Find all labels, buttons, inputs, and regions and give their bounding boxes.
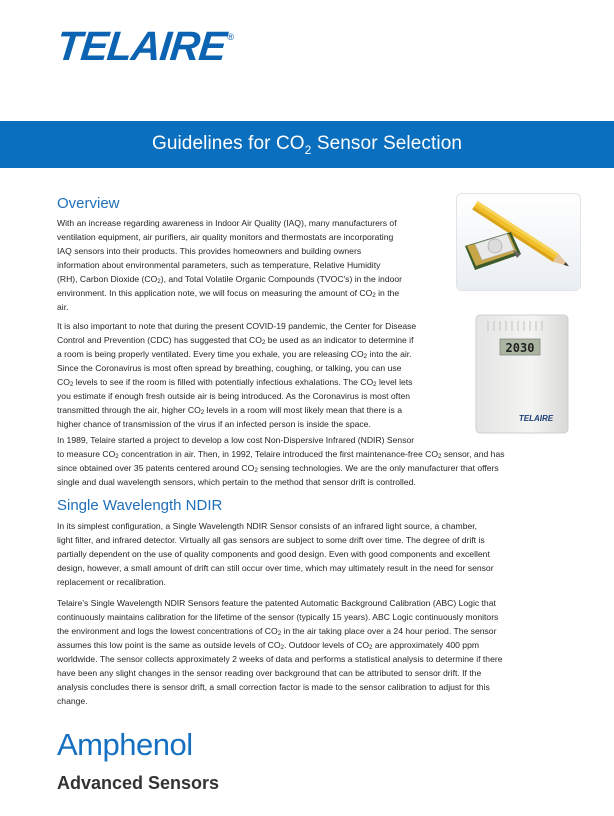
co2-monitor-photo (466, 311, 575, 437)
monitor-display-value: 2030 (505, 341, 535, 355)
text-line: In 1989, Telaire started a project to develop a low cost Non-Dispersive Infrared (NDIR) Sensor (57, 435, 415, 445)
text-line: since obtained over 35 patents centered around $CO_2$ sensing technologies. We are the only manufacturer that offers (57, 463, 499, 474)
text-line: assumes this low point is the same as outside levels of $CO_2$. Outdoor levels of $CO_2$ are approximately 400 ppm (57, 640, 480, 651)
sensor-module-photo (456, 193, 581, 291)
ndir-heading: Single Wavelength NDIR (57, 497, 223, 514)
text-line: to measure $CO_2$ concentration in air. Then, in 1992, Telaire introduced the first maintenance-free $CO_2$ sensor, and has (57, 449, 505, 460)
logo-wordmark: TELAIRE (54, 23, 228, 69)
text-line: information about environmental parameters, such as temperature, Relative Humidity (57, 260, 381, 270)
text-line: analysis concludes there is sensor drift, a small correction factor is made to the sensor calibration to adjust for this (57, 682, 490, 692)
text-line: replacement or recalibration. (57, 577, 166, 587)
text-line: $CO_2$ levels to see if the room is filled with potentially infectious exhalations. The $CO_2$ level lets (57, 377, 413, 388)
logo-registered-mark: ® (227, 32, 235, 42)
paragraph-overview-3 (57, 433, 505, 489)
text-line: Telaire's Single Wavelength NDIR Sensors feature the patented Automatic Background Calibration (ABC) Logic that (57, 598, 496, 608)
paragraph-overview-2 (57, 319, 416, 431)
text-line: change. (57, 696, 88, 706)
paragraph-ndir-2 (57, 596, 503, 708)
text-line: a room is being properly ventilated. Every time you exhale, you are releasing $CO_2$ into the air. (57, 349, 412, 360)
text-line: With an increase regarding awareness in Indoor Air Quality (IAQ), many manufacturers of (57, 218, 397, 228)
text-line: design, however, a small amount of drift can still occur over time, which may ultimately result in the need for sensor (57, 563, 494, 573)
text-line: In its simplest configuration, a Single Wavelength NDIR Sensor consists of an infrared light source, a chamber, (57, 521, 478, 531)
text-line: continuously maintains calibration for the lifetime of the sensor (typically 15 years). ABC Logic continuously monitors (57, 612, 499, 622)
sensor-pencil-illustration (457, 194, 580, 290)
text-line: transmitted through the air, higher $CO_2$ levels in a room will most likely mean that there is a (57, 405, 402, 416)
monitor-brand-label: TELAIRE (518, 414, 554, 423)
text-line: single and dual wavelength sensors, which pertain to the method that sensor drift is controlled. (57, 477, 416, 487)
co2-monitor-illustration (466, 311, 575, 437)
telaire-logo (54, 23, 235, 69)
text-line: (RH), Carbon Dioxide $(CO_2)$, and Total Volatile Organic Compounds (TVOC's) in the indoor (57, 274, 403, 285)
text-line: higher chance of transmission of the virus if an infected person is inside the space. (57, 419, 371, 429)
text-line: environment. In this application note, we will focus on measuring the amount of $CO_2$ in the (57, 288, 400, 299)
text-line: you estimate if enough fresh outside air is being introduced. As the Coronavirus is most often (57, 391, 411, 401)
text-line: Control and Prevention (CDC) has suggested that $CO_2$ be used as an indicator to determine if (57, 335, 414, 346)
amphenol-wordmark: Amphenol (57, 727, 193, 762)
text-line: Since the Coronavirus is most often spread by breathing, coughing, or talking, you can use (57, 363, 402, 373)
paragraph-ndir-1 (57, 519, 494, 589)
text-line: IAQ sensors into their products. This provides homeowners and building owners (57, 246, 362, 256)
text-line: air. (57, 302, 69, 312)
text-line: have been any slight changes in the sensor reading over background that can be attributed to sensor drift. If the (57, 668, 482, 678)
paragraph-overview-1 (57, 216, 402, 314)
text-line: the environment and logs the lowest concentrations of $CO_2$ in the air taking place over a 24 hour period. The sensor (57, 626, 497, 637)
text-line: worldwide. The sensor collects approximately 2 weeks of data and performs a statistical analysis to determine if there (57, 654, 503, 664)
title-banner (0, 121, 614, 168)
page-title: Guidelines for $CO_2$ Sensor Selection (151, 132, 463, 157)
text-line: ventilation equipment, air purifiers, air quality monitors and thermostats are incorporating (57, 232, 394, 242)
text-line: It is also important to note that during the present COVID-19 pandemic, the Center for Disease (57, 321, 417, 331)
text-line: partially dependent on the use of quality components and good design. Even with good components and excellent (57, 549, 490, 559)
text-line: light filter, and infrared detector. Virtually all gas sensors are subject to some drift over time. The degree of drift is (57, 535, 485, 545)
advanced-sensors-wordmark: Advanced Sensors (57, 773, 220, 793)
overview-heading: Overview (57, 195, 120, 212)
